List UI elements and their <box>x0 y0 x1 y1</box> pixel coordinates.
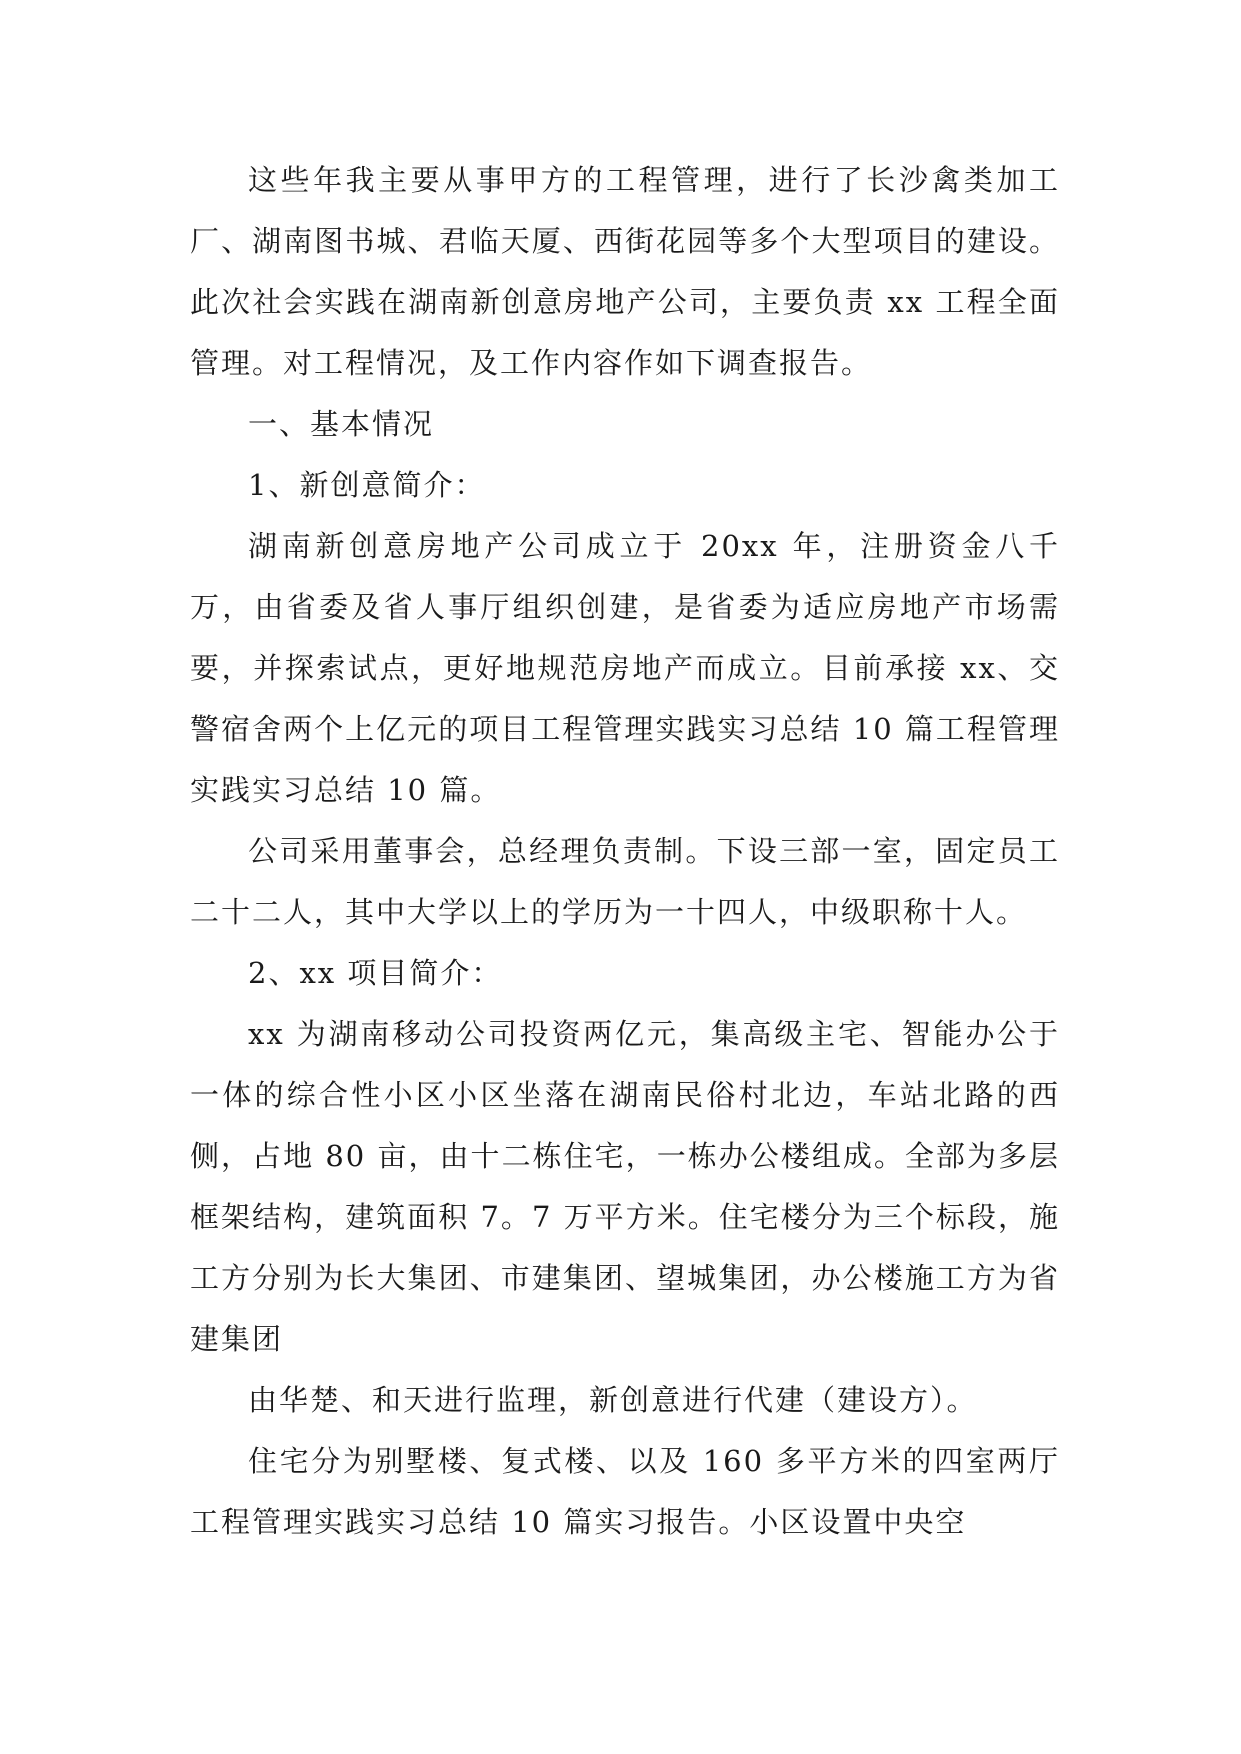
section-heading-basic-info: 一、基本情况 <box>248 407 435 441</box>
paragraph-residences: 住宅分为别墅楼、复式楼、以及 160 多平方米的四室两厅工程管理实践实习总结 10 篇实习报告。小区设置中央空 <box>190 1444 1060 1539</box>
paragraph-project-intro: xx 为湖南移动公司投资两亿元，集高级主宅、智能办公于一体的综合性小区小区坐落在湖南民俗村北边，车站北路的西侧，占地 80 亩，由十二栋住宅，一栋办公楼组成。全部为多层框架结构，建筑面积 7。7 万平方米。住宅楼分为三个标段，施工方分别为长大集团、市建集团、望城集团，办公楼施工方为省建集团 <box>190 1017 1060 1356</box>
subheading-project-intro: 2、xx 项目简介： <box>248 956 503 990</box>
paragraph-intro: 这些年我主要从事甲方的工程管理，进行了长沙禽类加工厂、湖南图书城、君临天厦、西街花园等多个大型项目的建设。此次社会实践在湖南新创意房地产公司，主要负责 xx 工程全面管理。对工程情况，及工作内容作如下调查报告。 <box>190 163 1060 380</box>
document-body <box>190 150 1060 1553</box>
paragraph-company-intro: 湖南新创意房地产公司成立于 20xx 年，注册资金八千万，由省委及省人事厅组织创建，是省委为适应房地产市场需要，并探索试点，更好地规范房地产而成立。目前承接 xx、交警宿舍两个上亿元的项目工程管理实践实习总结 10 篇工程管理实践实习总结 10 篇。 <box>190 529 1060 807</box>
paragraph-supervision: 由华楚、和天进行监理，新创意进行代建（建设方）。 <box>248 1383 978 1417</box>
paragraph-company-structure: 公司采用董事会，总经理负责制。下设三部一室，固定员工二十二人，其中大学以上的学历为一十四人，中级职称十人。 <box>190 834 1060 929</box>
subheading-company-intro: 1、新创意简介： <box>248 468 486 502</box>
